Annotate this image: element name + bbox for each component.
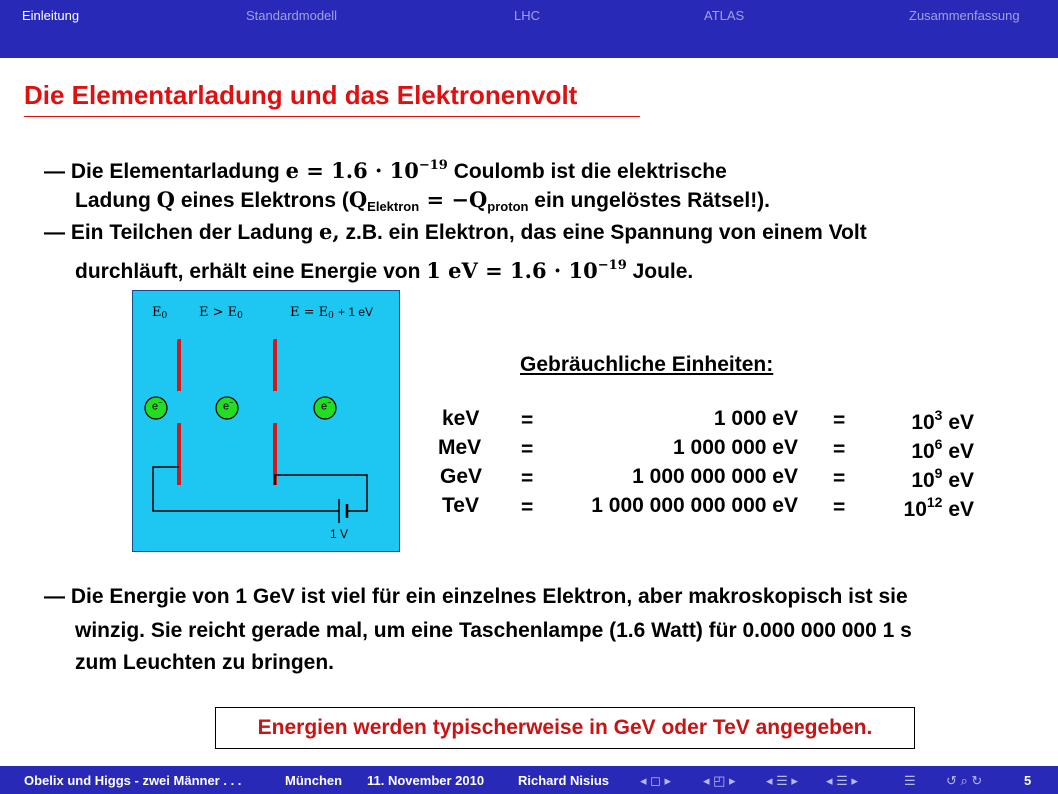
nav-zusammenfassung[interactable]: Zusammenfassung — [909, 8, 1020, 23]
unit-value: 1 000 000 000 000 eV — [591, 494, 798, 517]
unit-power: $10^3$ eV — [911, 407, 974, 434]
nav-section-next-icon[interactable]: ◂ ☰ ▸ — [826, 773, 858, 788]
nav-subsection-icon[interactable]: ◂ ◰ ▸ — [703, 773, 736, 788]
footer-author: Richard Nisius — [518, 773, 610, 788]
footer-bar — [0, 766, 1058, 794]
footer-city: München — [285, 773, 343, 788]
bullet-2-line-2: durchläuft, erhält eine Energie von 1 eV = $1.6 \cdot 10^{-19}$ Joule. — [75, 258, 694, 283]
footer-talk-title[interactable]: Obelix und Higgs - zwei Männer . . . — [24, 773, 242, 788]
bullet-2-line-1: — Ein Teilchen der Ladung e, z.B. ein Elektron, das eine Spannung von einem Volt — [44, 219, 867, 244]
unit-value: 1 000 eV — [713, 407, 798, 430]
unit-name: TeV — [442, 494, 479, 517]
electron-2-label: e− — [223, 400, 234, 413]
title-underline — [24, 116, 640, 117]
equals-sign: = — [521, 467, 534, 490]
unit-power: $10^{12}$ eV — [903, 494, 974, 521]
wire-right — [275, 475, 367, 511]
nav-lhc[interactable]: LHC — [514, 8, 541, 23]
slide-title: Die Elementarladung und das Elektronenvolt — [24, 80, 578, 110]
plate-right-upper — [273, 339, 277, 391]
units-title: Gebräuchliche Einheiten: — [520, 353, 774, 376]
equals-sign: = — [521, 438, 534, 461]
unit-name: GeV — [440, 465, 483, 488]
electron-3-label: e− — [321, 400, 332, 413]
label-e0: E0 — [152, 305, 168, 321]
math-electronvolt: 1 eV = $1.6 \cdot 10^{-19}$ — [426, 258, 627, 283]
equals-sign: = — [521, 496, 534, 519]
top-navigation-bar — [0, 0, 1058, 58]
unit-value: 1 000 000 000 eV — [632, 465, 798, 488]
plate-left-lower — [177, 423, 181, 485]
nav-atlas[interactable]: ATLAS — [704, 8, 745, 23]
math-charge-relation: $Q_{Elektron} = -Q_{proton}$ — [348, 187, 529, 214]
nav-section-icon[interactable]: ◂ ☰ ▸ — [766, 773, 798, 788]
unit-power: $10^9$ eV — [911, 465, 974, 492]
equals-sign: = — [833, 496, 846, 519]
unit-value: 1 000 000 eV — [673, 436, 798, 459]
equals-sign: = — [521, 409, 534, 432]
bullet-3-line-2: winzig. Sie reicht gerade mal, um eine Taschenlampe (1.6 Watt) für 0.000 000 000 1 s — [75, 619, 912, 642]
electron-acceleration-diagram — [132, 290, 400, 552]
nav-appendix-icon[interactable]: ☰ — [904, 773, 916, 788]
label-e-plus-ev: E = E0 + 1 eV — [290, 305, 374, 321]
voltage-label: 1 V — [330, 527, 349, 541]
bullet-1-line-2: Ladung Q eines Elektrons ($Q_{Elektron} = -Q_{proton}$ ein ungelöstes Rätsel!). — [75, 187, 771, 214]
equals-sign: = — [833, 467, 846, 490]
bullet-3-line-3: zum Leuchten zu bringen. — [75, 651, 335, 674]
plate-left-upper — [177, 339, 181, 391]
search-undo-icon[interactable]: ↺ ⌕ ↻ — [946, 773, 983, 788]
nav-einleitung[interactable]: Einleitung — [22, 8, 80, 23]
equals-sign: = — [833, 409, 846, 432]
circuit-drawing — [133, 291, 401, 553]
electron-1-label: e− — [152, 400, 163, 413]
nav-frame-prev-icon[interactable]: ◂ ◻ ▸ — [640, 773, 672, 788]
unit-name: MeV — [438, 436, 482, 459]
footer-date: 11. November 2010 — [367, 773, 485, 788]
unit-name: keV — [442, 407, 480, 430]
page-number: 5 — [1024, 773, 1032, 788]
equals-sign: = — [833, 438, 846, 461]
math-elementary-charge: $e = 1.6 \cdot 10^{-19}$ — [285, 158, 448, 183]
highlight-box: Energien werden typischerweise in GeV oder TeV angegeben. — [215, 707, 915, 749]
nav-standardmodell[interactable]: Standardmodell — [246, 8, 338, 23]
bullet-1-line-1: — Die Elementarladung $e = 1.6 \cdot 10^{-19}$ Coulomb ist die elektrische — [44, 158, 727, 183]
label-e-greater: E > E0 — [199, 305, 243, 321]
unit-power: $10^6$ eV — [911, 436, 974, 463]
bullet-3-line-1: — Die Energie von 1 GeV ist viel für ein einzelnes Elektron, aber makroskopisch ist sie — [44, 585, 908, 608]
